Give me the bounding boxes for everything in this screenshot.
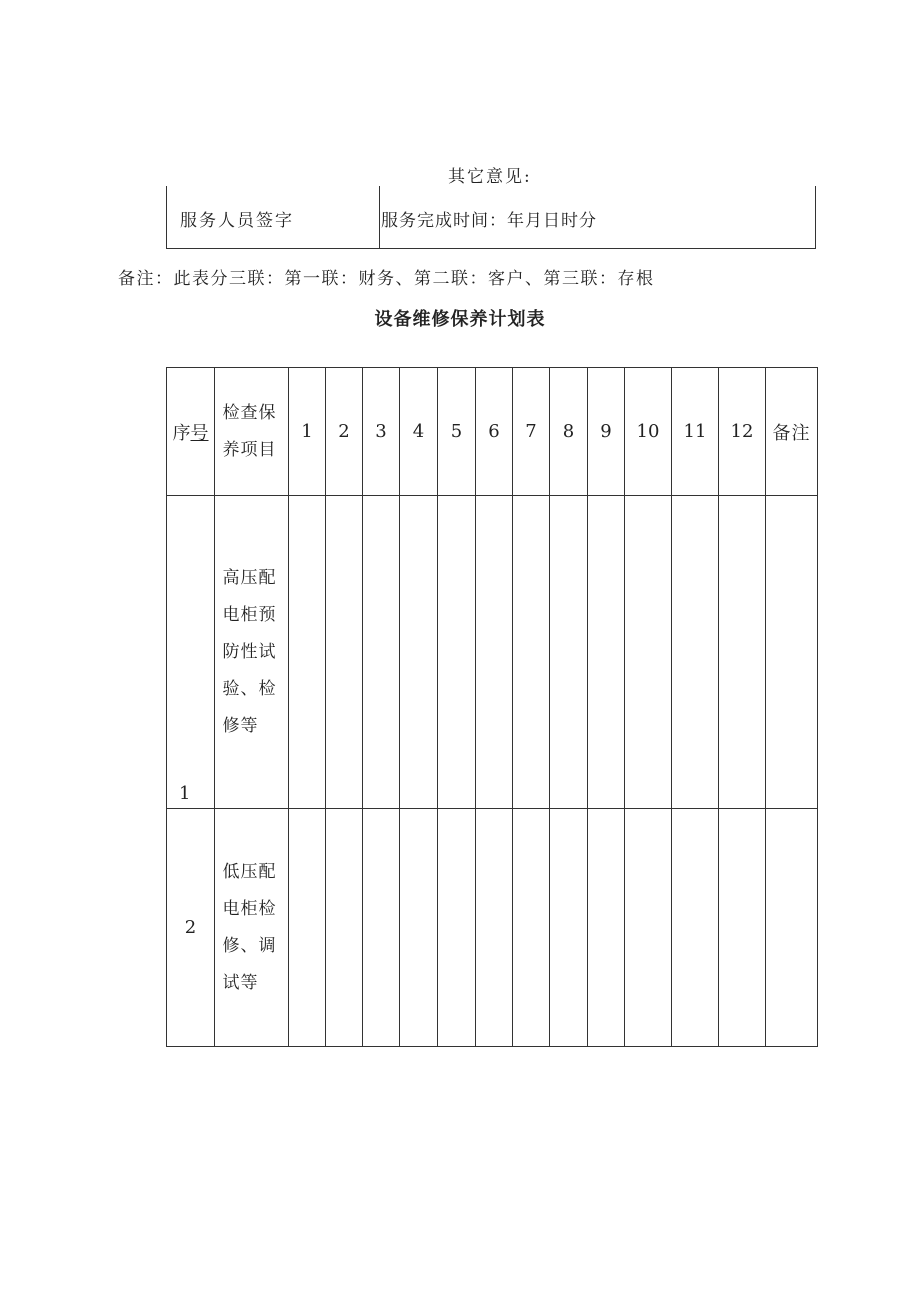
month-cell[interactable]: [400, 809, 438, 1047]
header-month: 9: [588, 368, 625, 496]
month-cell[interactable]: [588, 496, 625, 809]
row-item: 低压配电柜检修、调试等: [222, 861, 277, 993]
signature-box: [166, 186, 816, 249]
month-cell[interactable]: [719, 496, 766, 809]
header-month: 10: [625, 368, 672, 496]
month-cell[interactable]: [550, 496, 588, 809]
header-month: 7: [513, 368, 550, 496]
month-cell[interactable]: [289, 496, 326, 809]
month-cell[interactable]: [672, 496, 719, 809]
month-cell[interactable]: [326, 809, 363, 1047]
maintenance-plan-table: [166, 367, 818, 1047]
header-month: 11: [672, 368, 719, 496]
month-cell[interactable]: [438, 809, 476, 1047]
month-cell[interactable]: [513, 809, 550, 1047]
header-seq: 序号: [167, 368, 215, 496]
month-cell[interactable]: [513, 496, 550, 809]
page-title: 设备维修保养计划表: [374, 309, 546, 330]
table-header-row: [167, 368, 818, 496]
header-remark: 备注: [766, 368, 818, 496]
row-item-cell: [215, 809, 289, 1047]
header-month: 1: [289, 368, 326, 496]
header-month: 8: [550, 368, 588, 496]
remark-cell[interactable]: [766, 496, 818, 809]
month-cell[interactable]: [625, 496, 672, 809]
header-month: 3: [363, 368, 400, 496]
month-cell[interactable]: [438, 496, 476, 809]
month-cell[interactable]: [363, 496, 400, 809]
table-row: [167, 496, 818, 809]
month-cell[interactable]: [476, 496, 513, 809]
row-item: 高压配电柜预防性试验、检修等: [222, 567, 277, 736]
row-item-cell: [215, 496, 289, 809]
month-cell[interactable]: [672, 809, 719, 1047]
header-month: 6: [476, 368, 513, 496]
month-cell[interactable]: [363, 809, 400, 1047]
header-item: 检查保养项目: [215, 368, 289, 496]
month-cell[interactable]: [289, 809, 326, 1047]
header-month: 12: [719, 368, 766, 496]
month-cell[interactable]: [476, 809, 513, 1047]
remark-cell[interactable]: [766, 809, 818, 1047]
completion-time-label: 服务完成时间：年月日时分: [381, 211, 597, 231]
row-seq: 1: [179, 783, 191, 804]
month-cell[interactable]: [400, 496, 438, 809]
table-row: [167, 809, 818, 1047]
row-seq: 2: [167, 809, 215, 1047]
header-month: 5: [438, 368, 476, 496]
row-seq-cell: [167, 496, 215, 809]
month-cell[interactable]: [550, 809, 588, 1047]
header-month: 2: [326, 368, 363, 496]
month-cell[interactable]: [719, 809, 766, 1047]
month-cell[interactable]: [625, 809, 672, 1047]
header-month: 4: [400, 368, 438, 496]
month-cell[interactable]: [588, 809, 625, 1047]
staff-signature-label: 服务人员签字: [180, 211, 294, 231]
copies-note: 备注：此表分三联：第一联：财务、第二联：客户、第三联：存根: [118, 269, 655, 289]
other-opinions-label: 其它意见:: [448, 167, 532, 187]
signature-divider: [379, 186, 380, 248]
month-cell[interactable]: [326, 496, 363, 809]
